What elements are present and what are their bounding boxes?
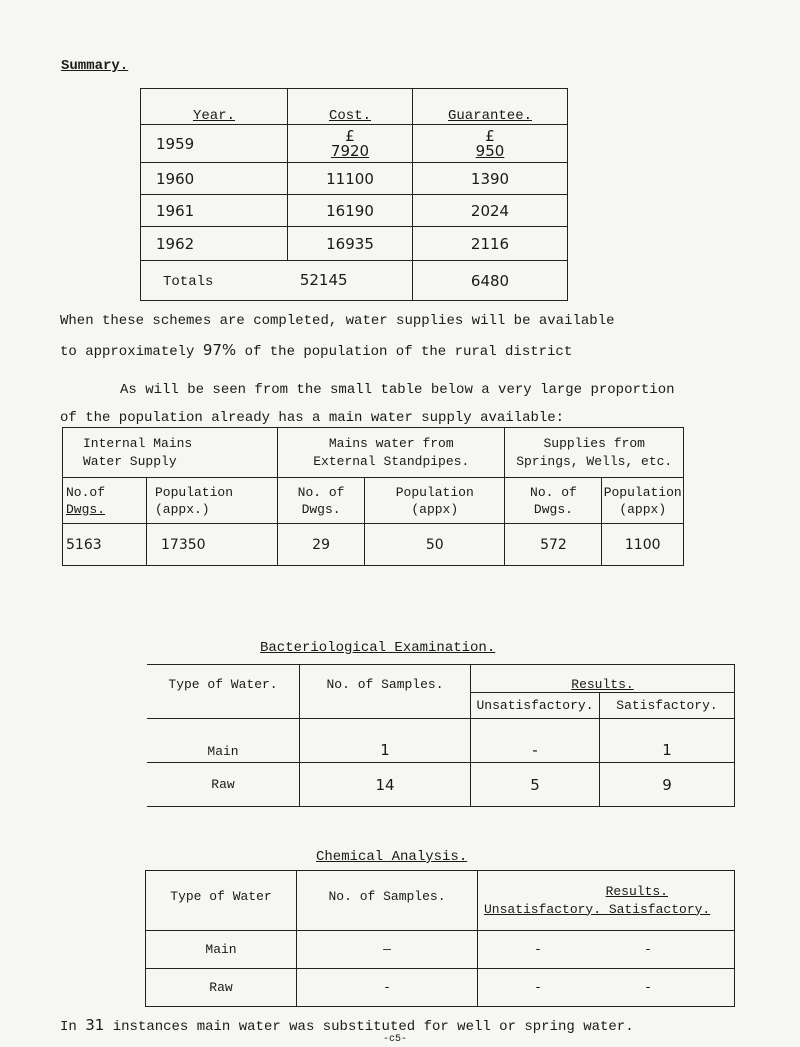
header-unsatisfactory: Unsatisfactory. [471, 693, 600, 719]
subheader: Population (appx.) [147, 478, 278, 524]
paragraph-2-line-2: of the population already has a main water supply available: [60, 410, 565, 426]
table-row: Raw - - - [146, 969, 735, 1007]
header-cost: Cost. [288, 89, 413, 125]
table-row: Raw 14 5 9 [147, 763, 735, 807]
chemical-title: Chemical Analysis. [316, 849, 468, 865]
header-type-of-water: Type of Water. [147, 665, 300, 719]
table-row: 5163 17350 29 50 572 1100 [63, 524, 684, 566]
subheader: No.of Dwgs. [63, 478, 147, 524]
final-sentence: In 31 instances main water was substituted for well or spring water. [60, 1016, 634, 1035]
footer-mark: -c5- [383, 1034, 408, 1045]
subheader: No. of Dwgs. [278, 478, 365, 524]
totals-guarantee: 6480 [413, 261, 568, 301]
header-type-of-water: Type of Water [146, 871, 297, 931]
group-springs-wells: Supplies from Springs, Wells, etc. [505, 428, 684, 478]
bacteriological-table [147, 664, 735, 807]
paragraph-1-line-2: to approximately 97% of the population of the rural district [60, 341, 573, 360]
table-row: Main — - - [146, 931, 735, 969]
paragraph-2-line-1: As will be seen from the small table below a very large proportion [120, 382, 675, 398]
header-results: Results. Unsatisfactory. Satisfactory. [478, 871, 735, 931]
summary-heading: Summary. [61, 58, 129, 74]
table-row: 1959 £ 7920 £ 950 [141, 125, 568, 163]
paragraph-1-line-1: When these schemes are completed, water supplies will be available [60, 313, 615, 329]
header-results: Results. [471, 665, 735, 693]
subheader: Population (appx) [365, 478, 505, 524]
supply-table [62, 427, 684, 566]
header-guarantee: Guarantee. [413, 89, 568, 125]
totals-label: Totals [163, 274, 214, 290]
header-satisfactory: Satisfactory. [600, 693, 735, 719]
header-no-of-samples: No. of Samples. [300, 665, 471, 719]
group-internal-mains: Internal Mains Water Supply [63, 428, 278, 478]
subheader: No. of Dwgs. [505, 478, 602, 524]
table-row: Main 1 - 1 [147, 719, 735, 763]
table-row: 1962 16935 2116 [141, 227, 568, 261]
totals-row [141, 261, 568, 301]
totals-cost: 52145 [299, 271, 348, 289]
header-year: Year. [141, 89, 288, 125]
subheader: Population (appx) [602, 478, 684, 524]
summary-table [140, 88, 568, 301]
table-row: 1960 11100 1390 [141, 163, 568, 195]
chemical-table [145, 870, 735, 1007]
bacteriological-title: Bacteriological Examination. [260, 640, 496, 656]
header-no-of-samples: No. of Samples. [297, 871, 478, 931]
group-external-standpipes: Mains water from External Standpipes. [278, 428, 505, 478]
table-row: 1961 16190 2024 [141, 195, 568, 227]
